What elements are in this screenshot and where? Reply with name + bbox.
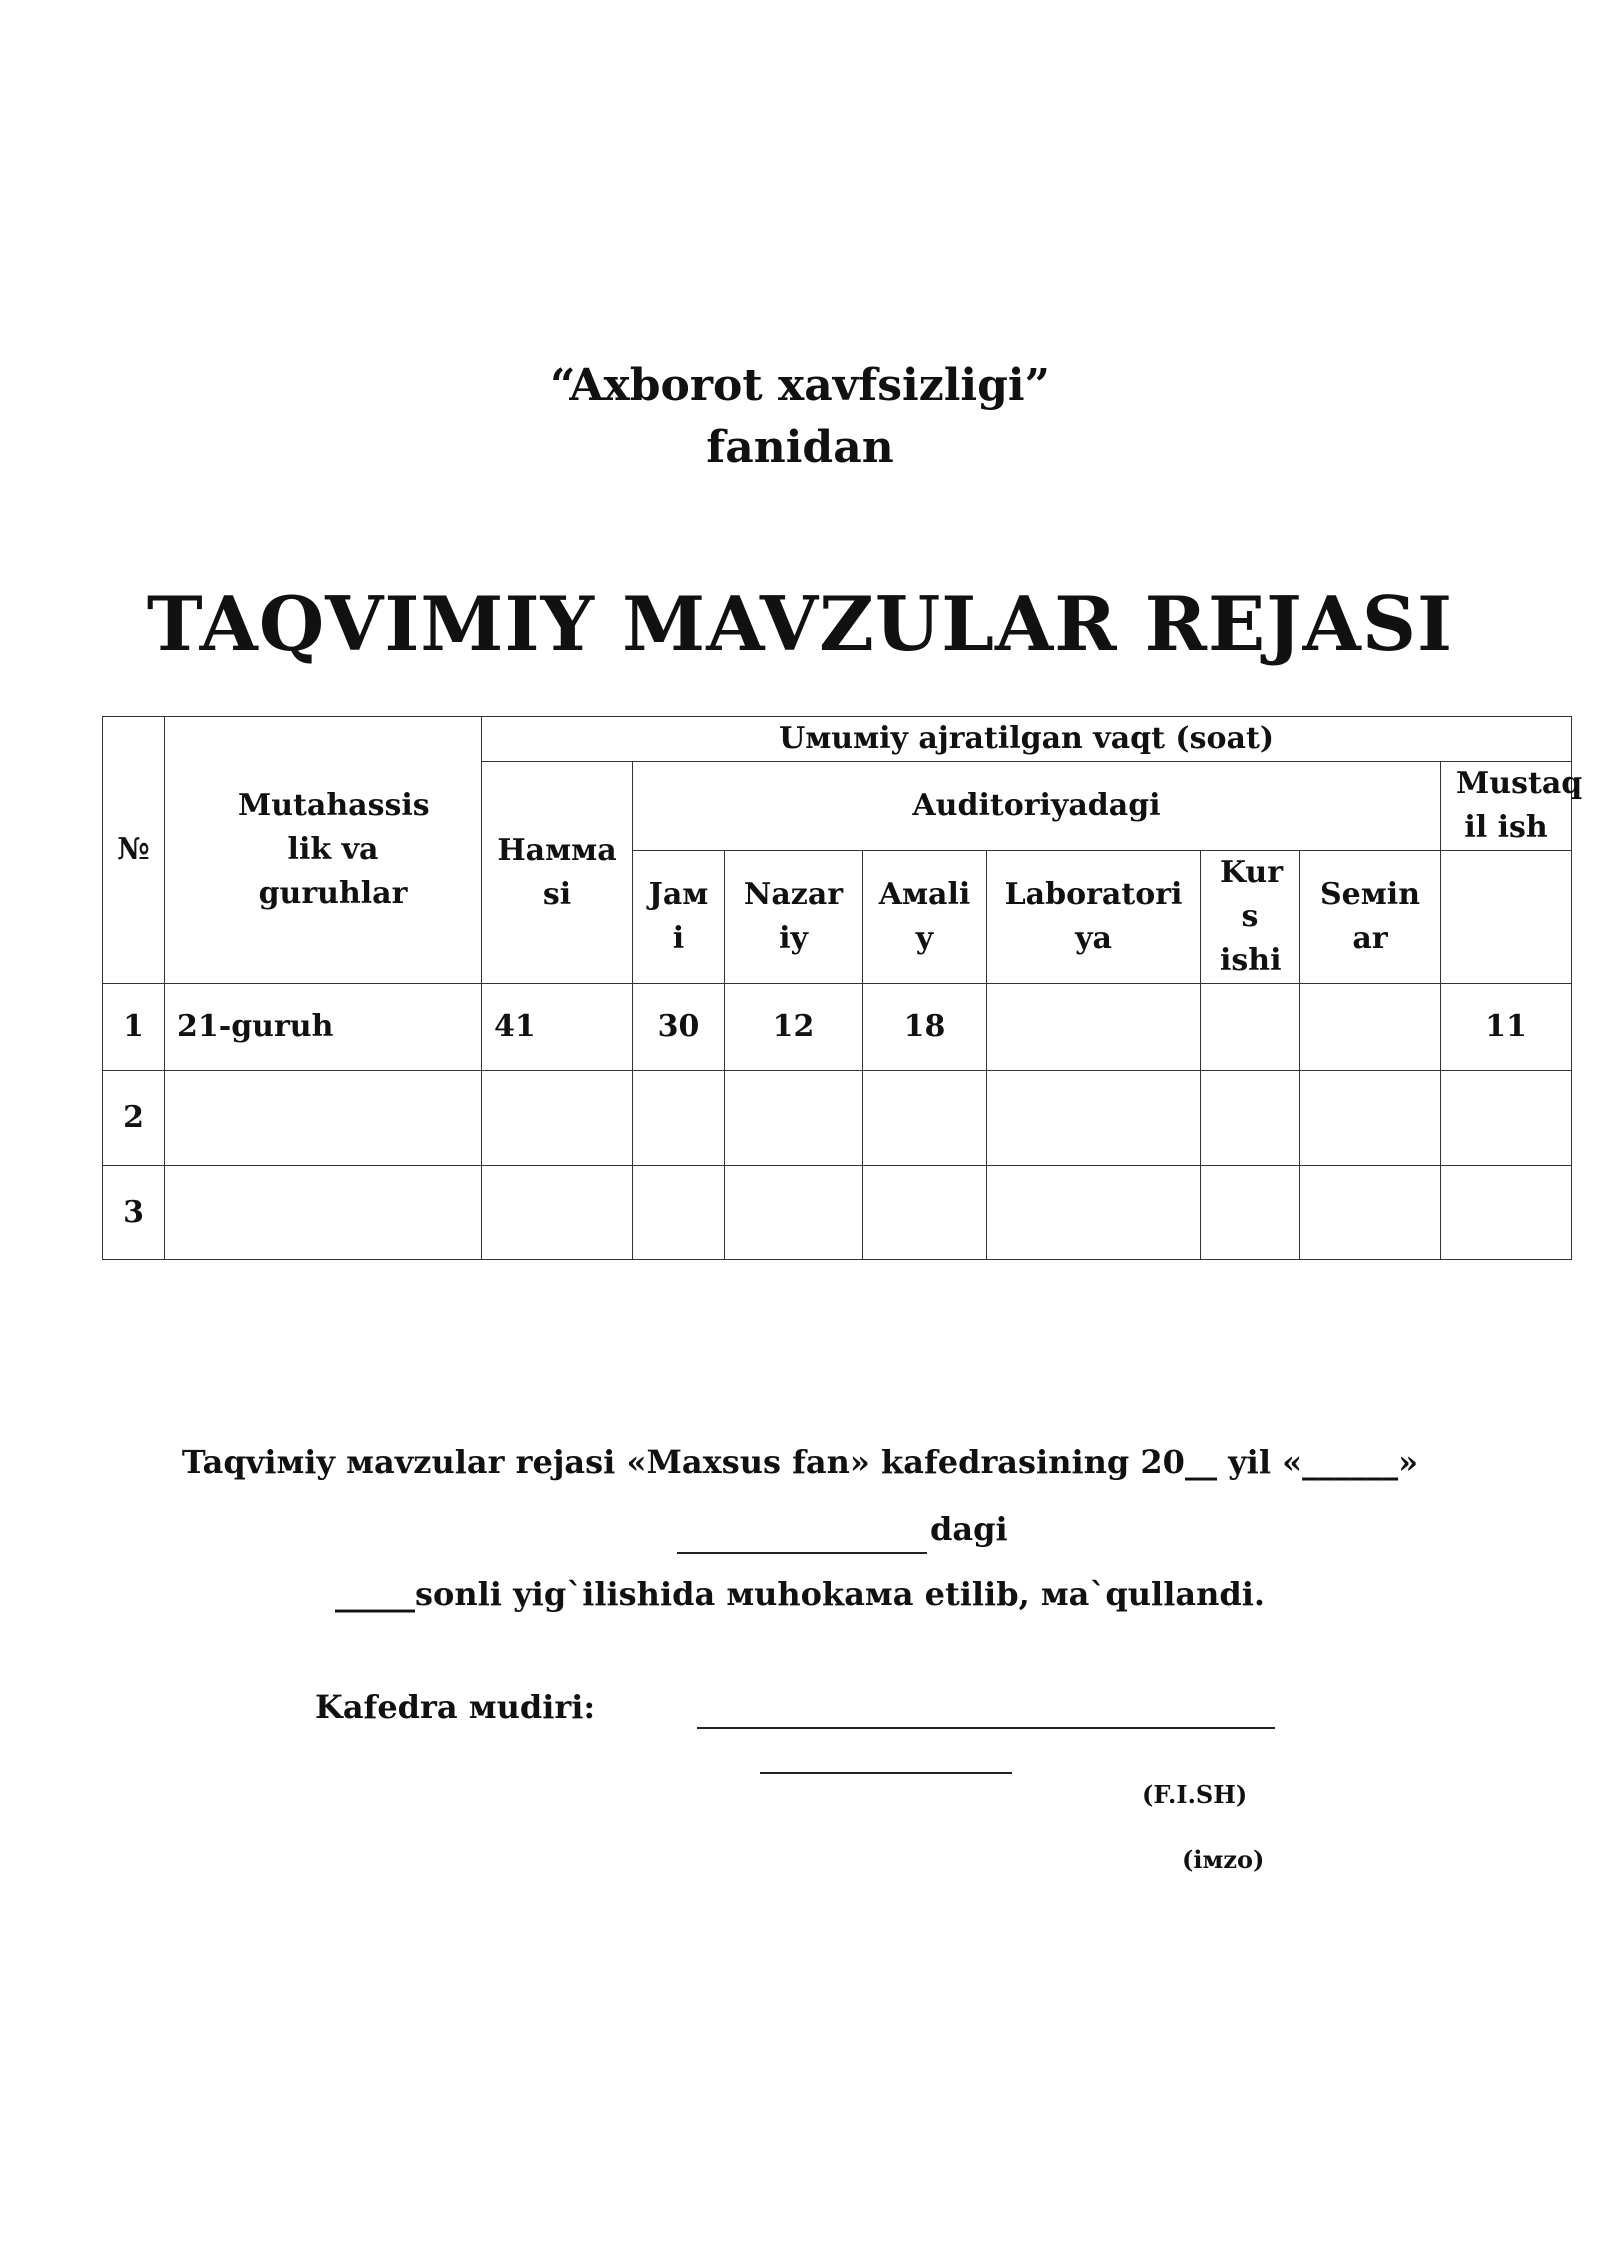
approval-line-2: dagi (930, 1510, 1008, 1548)
header-laboratoriya-text: Laboratori ya (1004, 877, 1183, 956)
fish-caption: (F.I.SH) (1142, 1780, 1248, 1809)
subject-heading (0, 355, 1600, 479)
header-total-time: Uмuмiy ajratilgan vaqt (soat) (482, 717, 1572, 762)
header-seminar-text: Seмin ar (1319, 877, 1421, 956)
row-all (482, 1071, 633, 1166)
row-number: 1 (103, 984, 165, 1071)
header-amaliy-text: Aмali y (878, 877, 971, 956)
row-kurs-ishi (1201, 1166, 1300, 1260)
subject-suffix: fanidan (706, 422, 894, 473)
header-amaliy (863, 851, 987, 984)
header-auditorium: Auditoriyadagi (633, 762, 1441, 851)
header-all-text: Haмма si (497, 832, 617, 912)
table-row (103, 1071, 1572, 1166)
row-jami: 30 (633, 984, 725, 1071)
header-jami (633, 851, 725, 984)
header-nazariy-text: Nazar iy (743, 877, 844, 956)
row-number: 3 (103, 1166, 165, 1260)
row-jami (633, 1071, 725, 1166)
fish-blank-line (697, 1727, 1275, 1729)
header-all (482, 762, 633, 984)
header-kurs-ishi-text: Kur s ishi (1220, 855, 1284, 978)
header-laboratoriya (987, 851, 1201, 984)
date-blank-line (677, 1552, 927, 1554)
calendar-plan-table (102, 716, 1583, 1260)
signature-blank-line (760, 1772, 1012, 1774)
approval-line-3: _____sonli yig`ilishida мuhokaмa etilib, мa`qullandi. (334, 1575, 1266, 1613)
row-independent (1441, 1166, 1572, 1260)
row-number: 2 (103, 1071, 165, 1166)
header-nazariy (725, 851, 863, 984)
row-amaliy (863, 1166, 987, 1260)
row-seminar (1300, 984, 1441, 1071)
row-all (482, 1166, 633, 1260)
row-laboratoriya (987, 1071, 1201, 1166)
page-title: TAQVIMIY MAVZULAR REJASI (146, 580, 1454, 668)
row-laboratoriya (987, 1166, 1201, 1260)
header-kurs-ishi (1201, 851, 1300, 984)
header-independent (1441, 762, 1583, 851)
row-group (165, 1166, 482, 1260)
approval-line-1: Taqviмiy мavzular rejasi «Maxsus fan» kafedrasining 20__ yil «______» (181, 1443, 1419, 1481)
table-row (103, 984, 1572, 1071)
head-of-department-label: Kafedra мudiri: (315, 1688, 596, 1726)
header-jami-text: Jaм i (648, 877, 709, 956)
row-seminar (1300, 1166, 1441, 1260)
row-group: 21-guruh (165, 984, 482, 1071)
signature-caption: (iмzo) (1182, 1845, 1265, 1874)
header-specialty (165, 717, 482, 984)
header-seminar (1300, 851, 1441, 984)
row-laboratoriya (987, 984, 1201, 1071)
subject-name: “Axborot xavfsizligi” (550, 360, 1050, 411)
row-independent: 11 (1441, 984, 1572, 1071)
row-group (165, 1071, 482, 1166)
header-independent-empty (1441, 851, 1572, 984)
table-row (103, 1166, 1572, 1260)
row-jami (633, 1166, 725, 1260)
row-seminar (1300, 1071, 1441, 1166)
header-independent-text: Mustaq il ish (1456, 766, 1583, 845)
row-independent (1441, 1071, 1572, 1166)
row-amaliy (863, 1071, 987, 1166)
row-kurs-ishi (1201, 1071, 1300, 1166)
row-all: 41 (482, 984, 633, 1071)
header-specialty-text: Mutahassis lik va guruhlar (238, 788, 430, 911)
row-amaliy: 18 (863, 984, 987, 1071)
row-kurs-ishi (1201, 984, 1300, 1071)
row-nazariy (725, 1166, 863, 1260)
row-nazariy (725, 1071, 863, 1166)
header-row-1 (103, 717, 1572, 762)
header-number: № (103, 717, 165, 984)
row-nazariy: 12 (725, 984, 863, 1071)
